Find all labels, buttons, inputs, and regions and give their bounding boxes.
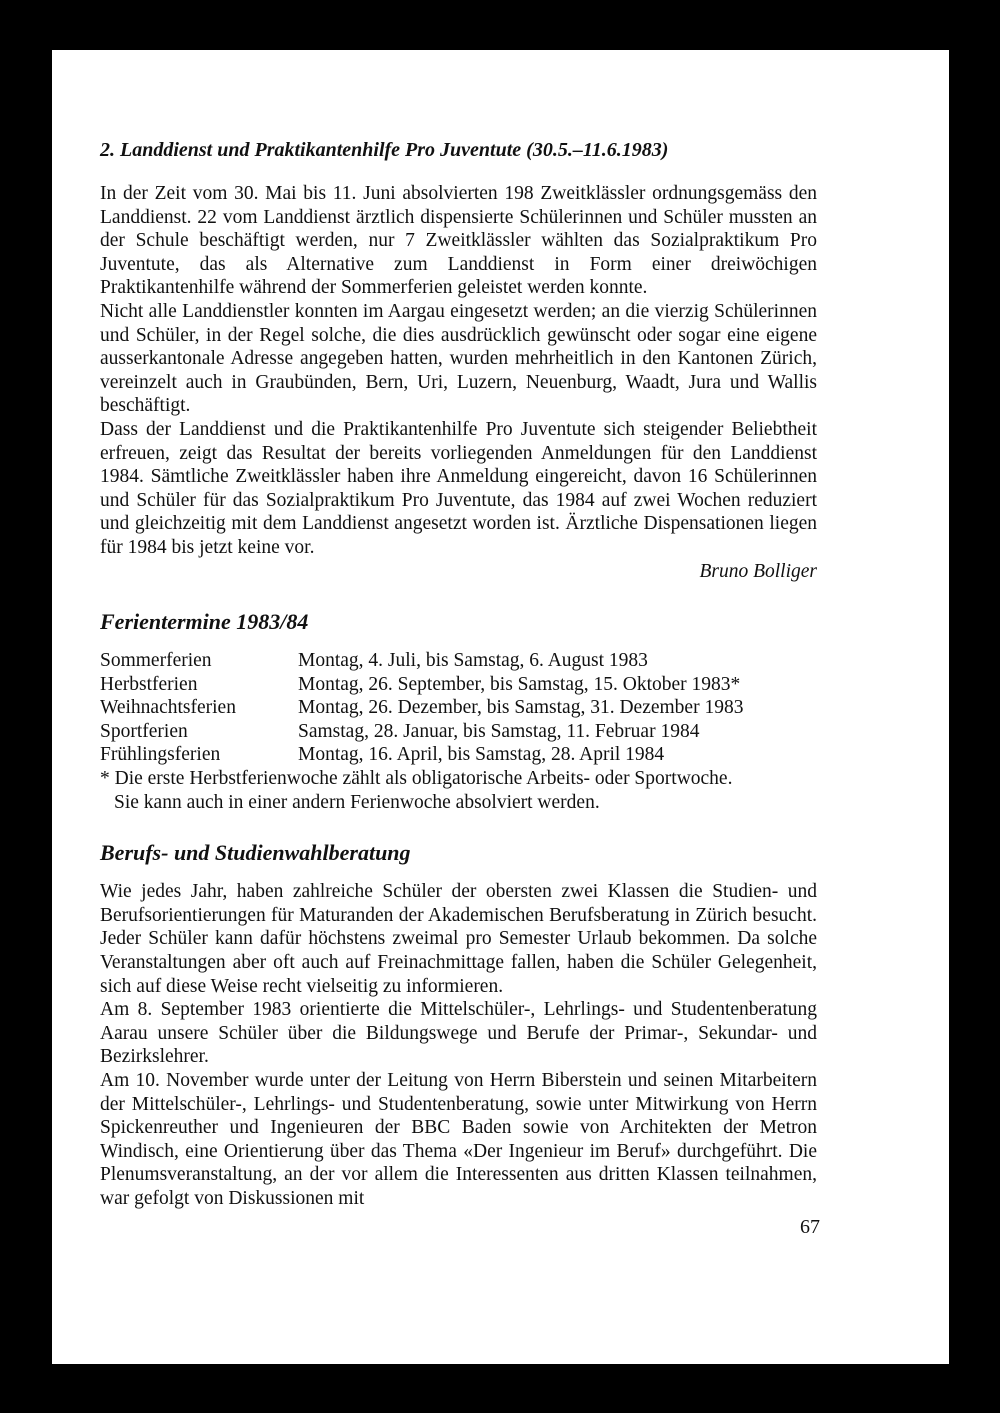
holiday-dates: Montag, 26. September, bis Samstag, 15. Oktober 1983* [298,673,741,695]
page-number: 67 [800,1216,820,1238]
footnote [100,767,817,814]
section-heading-berufswahl: Berufs- und Studienwahlberatung [100,840,411,866]
holiday-row [100,673,817,697]
holiday-row [100,743,817,767]
footnote-line: Sie kann auch in einer andern Ferienwoche absolviert werden. [114,791,600,813]
section-heading-ferientermine: Ferientermine 1983/84 [100,609,309,635]
footnote-line: * Die erste Herbstferienwoche zählt als obligatorische Arbeits- oder Sportwoche. [100,768,733,790]
holiday-dates: Montag, 4. Juli, bis Samstag, 6. August 1983 [298,650,648,672]
holiday-row [100,696,817,720]
section-heading-landdienst: 2. Landdienst und Praktikantenhilfe Pro Juventute (30.5.–11.6.1983) [100,139,669,161]
page-content [100,138,817,1211]
paragraph: Nicht alle Landdienstler konnten im Aargau eingesetzt werden; an die vierzig Schülerinnen und Schüler, in der Regel solche, die dies ausdrücklich gewünscht oder sogar eine eigene ausserkantonale Adresse angegeben hatten, wurden mehrheitlich in den Kantonen Zürich, vereinzelt auch in Graubünden, Bern, Uri, Luzern, Neuenburg, Waadt, Jura und Wallis beschäftigt. [100,300,817,417]
paragraph: Wie jedes Jahr, haben zahlreiche Schüler der obersten zwei Klassen die Studien- und Berufsorientierungen für Maturanden der Akademischen Berufsberatung in Zürich besucht. Jeder Schüler kann dafür höchstens zweimal pro Semester Urlaub bekommen. Da solche Veranstaltungen aber oft auch auf Freinachmittage fallen, haben die Schüler Gelegenheit, sich auf diese Weise recht vielseitig zu informieren. [100,881,817,997]
document-page [52,50,949,1364]
holiday-row [100,720,817,744]
holiday-dates-table [100,649,817,767]
author-signature: Bruno Bolliger [699,560,817,582]
holiday-label: Sommerferien [100,650,212,672]
holiday-label: Herbstferien [100,673,198,695]
paragraph: Am 10. November wurde unter der Leitung von Herrn Biberstein und seinen Mitarbeitern der Mittelschüler-, Lehrlings- und Studentenberatung, sowie unter Mitwirkung von Herrn Spickenreuther und Ingenieuren der BBC Baden sowie von Architekten der Metron Windisch, eine Orientierung über das Thema «Der Ingenieur im Beruf» durchgeführt. Die Plenumsveranstaltung, an der vor allem die Interessenten aus dritten Klassen teilnahmen, war gefolgt von Diskussionen mit [100,1070,817,1209]
paragraph: In der Zeit vom 30. Mai bis 11. Juni absolvierten 198 Zweitklässler ordnungsgemäss den Landdienst. 22 vom Landdienst ärztlich dispensierte Schülerinnen und Schüler mussten an der Schule beschäftigt werden, nur 7 Zweitklässler wählten das Sozialpraktikum Pro Juventute, das als Alternative zum Landdienst in Form einer dreiwöchigen Praktikantenhilfe während der Sommerferien geleistet werden konnte. [100,183,817,299]
holiday-label: Weihnachtsferien [100,697,236,719]
paragraph: Dass der Landdienst und die Praktikantenhilfe Pro Juventute sich steigender Beliebtheit erfreuen, zeigt das Resultat der bereits vorliegenden Anmeldungen für den Landdienst 1984. Sämtliche Zweitklässler haben ihre Anmeldung eingereicht, davon 16 Schülerinnen und Schüler für das Sozialpraktikum Pro Juventute, das 1984 auf zwei Wochen reduziert und gleichzeitig mit dem Landdienst angesetzt worden ist. Ärztliche Dispensationen liegen für 1984 bis jetzt keine vor. [100,418,817,558]
holiday-label: Sportferien [100,720,188,742]
holiday-label: Frühlingsferien [100,744,221,766]
holiday-dates: Samstag, 28. Januar, bis Samstag, 11. Februar 1984 [298,720,700,742]
paragraph: Am 8. September 1983 orientierte die Mittelschüler-, Lehrlings- und Studentenberatung Aarau unsere Schüler über die Bildungswege und Berufe der Primar-, Sekundar- und Bezirkslehrer. [100,999,817,1068]
holiday-dates: Montag, 16. April, bis Samstag, 28. April 1984 [298,744,665,766]
holiday-dates: Montag, 26. Dezember, bis Samstag, 31. Dezember 1983 [298,697,744,719]
holiday-row [100,649,817,673]
